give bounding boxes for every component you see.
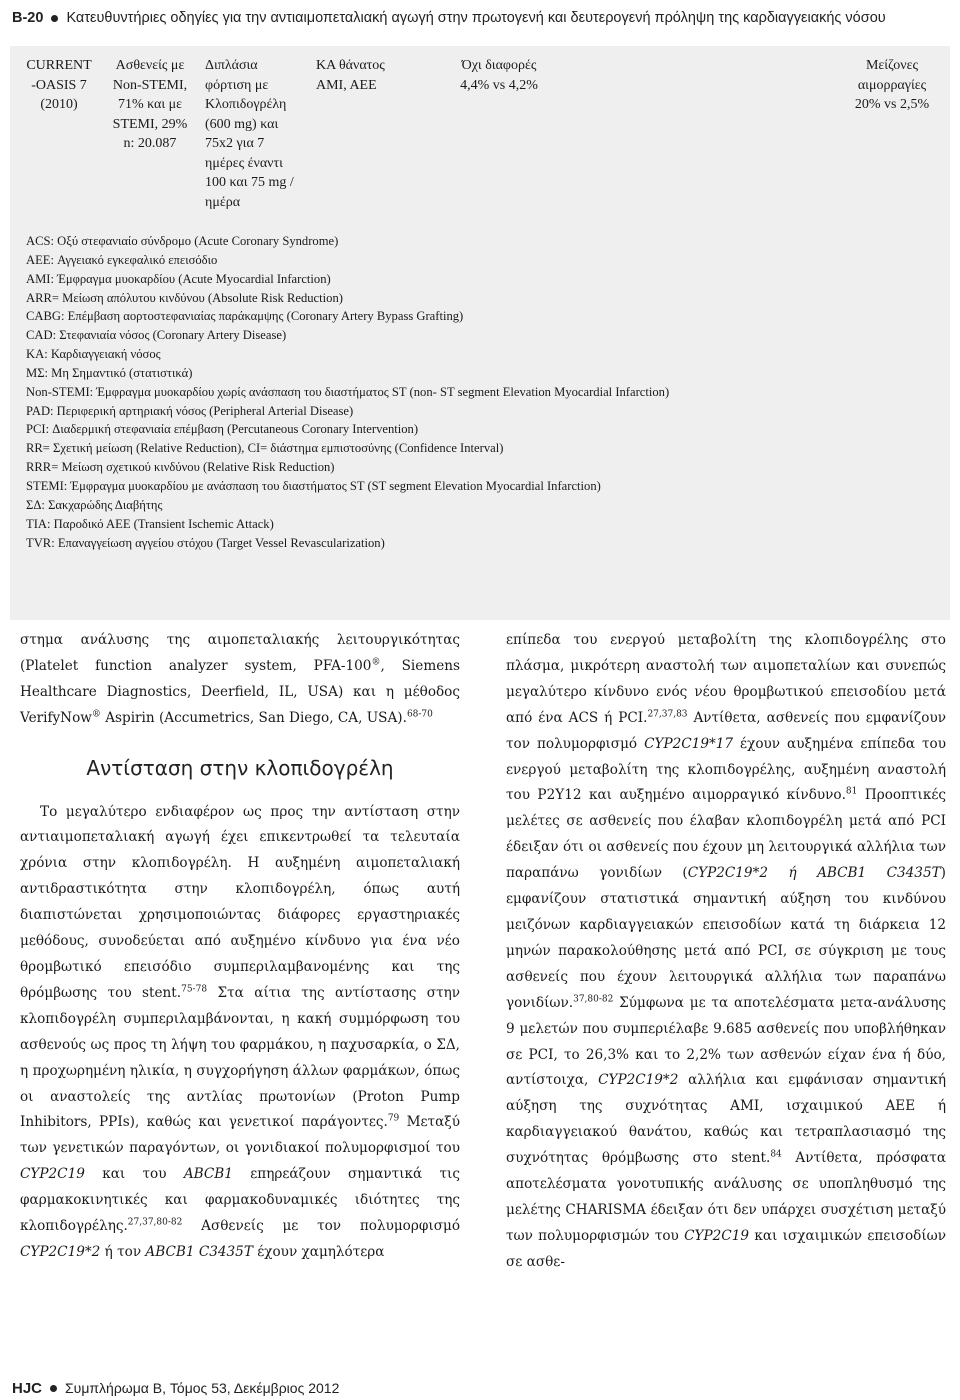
patients-line: Ασθενείς με — [115, 58, 185, 73]
text-run: επίπεδα του ενεργού μεταβολίτη της κλοπιδογρέλης στο πλάσμα, μικρότερη αναστολή των αιμοπεταλίων και συνεπώς μεγαλύτερο κίνδυνο ενός νέου θρομβωτικού επεισοδίου μετά από ένα ACS ή PCI. — [506, 632, 946, 726]
treatment-line: ημέρα — [205, 194, 241, 210]
result-line: 4,4% vs 4,2% — [460, 77, 538, 93]
bullet-dot-icon — [50, 1385, 57, 1392]
journal-name: HJC — [12, 1379, 43, 1397]
abbreviation-item: TIA: Παροδικό ΑΕΕ (Transient Ischemic Attack) — [26, 516, 274, 531]
study-cell — [26, 56, 92, 115]
study-line: CURRENT — [26, 58, 92, 73]
text-run: , Siemens Healthcare Diagnostics, Deerfield, IL, USA) και η μέθοδος VerifyNow — [20, 657, 460, 726]
text-run: Aspirin (Accumetrics, San Diego, CA, USA). — [100, 709, 407, 726]
bleeding-cell — [842, 56, 942, 115]
abbreviation-item: TVR: Επαναγγείωση αγγείου στόχου (Target Vessel Revascularization) — [26, 535, 385, 550]
abbreviation-item: STEMI: Έμφραγμα μυοκαρδίου με ανάσπαση του διαστήματος ST (ST segment Elevation Myocardial Infarction) — [26, 478, 601, 493]
study-line: -OASIS 7 — [31, 77, 87, 93]
treatment-line: φόρτιση με — [205, 77, 269, 93]
paragraph — [506, 628, 946, 1276]
paragraph — [20, 800, 460, 1266]
text-run: αλλήλια και εμφάνισαν σημαντική αύξηση της συχνότητας AMI, ισχαιμικού ΑΕΕ ή καρδιαγγειακού θανάτου, καθώς και τετραπλασιασμό της συχνότητας θρόμβωσης στο stent. — [506, 1072, 946, 1167]
reference-superscript: 68-70 — [406, 709, 433, 720]
abbreviation-item: RR= Σχετική μείωση (Relative Reduction), CI= διάστημα εμπιστοσύνης (Confidence Interval) — [26, 441, 504, 456]
running-title: Κατευθυντήριες οδηγίες για την αντιαιμοπεταλιακή αγωγή στην πρωτογενή και δευτερογενή πρόληψη της καρδιαγγειακής νόσου — [66, 10, 886, 26]
patients-line: Non-STEMI, — [112, 77, 188, 93]
text-run: ή τον — [100, 1243, 146, 1260]
text-run: στημα ανάλυσης της αιμοπεταλιακής λειτουργικότητας (Platelet function analyzer system, PFA-100 — [20, 632, 460, 674]
text-run: και του — [84, 1166, 184, 1183]
gene-name: ABCB1 C3435T — [817, 865, 941, 882]
bleeding-line: Μείζονες — [865, 58, 919, 73]
abbreviation-item: AMI: Έμφραγμα μυοκαρδίου (Acute Myocardial Infarction) — [26, 271, 331, 286]
text-run: Αντίθετα, πρόσφατα αποτελέσματα γονοτυπικής ανάλυσης σε υποπληθυσμό της μελέτης CHARISMA έδειξαν ότι δεν υπάρχει συσχέτιση μεταξύ των πολυμορφισμών του — [506, 1150, 947, 1244]
bleeding-line: αιμορραγίες — [857, 77, 927, 93]
right-column — [506, 628, 946, 1276]
text-run: Σύμφωνα με τα αποτελέσματα μετα-ανάλυσης 9 μελετών που συμπεριέλαβε 9.685 ασθενείς που υποβλήθηκαν σε PCI, το 26,3% και το 2,2% των ασθενών είχαν ένα ή δύο, αντίστοιχα, — [506, 994, 946, 1089]
abbreviation-item: ACS: Οξύ στεφανιαίο σύνδρομο (Acute Coronary Syndrome) — [26, 234, 339, 248]
text-run: Στα αίτια της αντίστασης στην κλοπιδογρέλη συμπεριλαμβάνονται, η κακή συμμόρφωση του ασθενούς ως προς τη λήψη του φαρμάκου, η παχυσαρκία, ο ΣΔ, η προχωρημένη ηλικία, η συγχορήγηση άλλων φαρμάκων, όπως οι αναστολείς της αντλίας πρωτονίων (Proton Pump Inhibitors, PPIs), καθώς και γενετικοί παράγοντες. — [20, 984, 460, 1131]
abbreviation-item: Non-STEMI: Έμφραγμα μυοκαρδίου χωρίς ανάσπαση του διαστήματος ST (non- ST segment Elevation Myocardial Infarction) — [26, 384, 670, 399]
abbreviation-item: ΜΣ: Μη Σημαντικό (στατιστικά) — [26, 365, 193, 380]
abbreviation-item: CABG: Επέμβαση αορτοστεφανιαίας παράκαμψης (Coronary Artery Bypass Grafting) — [26, 309, 464, 324]
section-heading: Αντίσταση στην κλοπιδογρέλη — [86, 755, 394, 780]
abbreviation-item: AEE: Αγγειακό εγκεφαλικό επεισόδιο — [26, 252, 218, 267]
text-run: έχουν αυξημένα επίπεδα του ενεργού μεταβολίτη της κλοπιδογρέλης, αυξημένη αναστολή του P2Y12 και αυξημένο αιμορραγικό κίνδυνο. — [506, 735, 946, 804]
treatment-line: 75x2 για 7 — [205, 136, 265, 151]
endpoint-line: ΚΑ θάνατος — [316, 58, 385, 73]
bullet-dot-icon — [51, 15, 58, 22]
text-run: επηρεάζουν σημαντικά τις φαρμακοκινητικές και φαρμακοδυναμικές ιδιότητες της κλοπιδογρέλης. — [20, 1166, 460, 1235]
reference-superscript: 81 — [845, 786, 858, 797]
text-run: Ασθενείς με τον πολυμορφισμό — [182, 1218, 460, 1235]
page-header — [0, 0, 960, 36]
table-row — [10, 56, 950, 256]
treatment-line: ημέρες έναντι — [205, 155, 283, 171]
reference-superscript: 37,80-82 — [573, 994, 614, 1005]
left-column — [20, 628, 460, 1266]
abbreviation-item: ΚΑ: Καρδιαγγειακή νόσος — [26, 347, 161, 362]
abbreviation-item: PCI: Διαδερμική στεφανιαία επέμβαση (Percutaneous Coronary Intervention) — [26, 422, 419, 437]
endpoint-cell — [316, 56, 416, 95]
reference-superscript: 27,37,80-82 — [127, 1217, 183, 1228]
text-run: Μεταξύ των γενετικών παραγόντων, οι γονιδιακοί πολυμορφισμοί του — [20, 1114, 461, 1157]
abbreviation-list — [26, 232, 946, 552]
gene-name: CYP2C19*2 — [20, 1243, 101, 1260]
patients-line: n: 20.087 — [123, 136, 177, 151]
result-line: Όχι διαφορές — [461, 58, 537, 73]
abbreviation-item: ARR= Μείωση απόλυτου κινδύνου (Absolute Risk Reduction) — [26, 290, 343, 305]
treatment-line: (600 mg) και — [205, 116, 279, 132]
result-cell — [424, 56, 574, 95]
patients-cell — [100, 56, 200, 154]
abbreviation-item: PAD: Περιφερική αρτηριακή νόσος (Peripheral Arterial Disease) — [26, 403, 354, 418]
patients-line: 71% και με — [117, 97, 183, 112]
treatment-line: Κλοπιδογρέλη — [205, 97, 287, 112]
text-run: ή — [768, 865, 818, 882]
gene-name: ABCB1 C3435T — [145, 1243, 253, 1260]
treatment-line: Διπλάσια — [205, 58, 258, 73]
text-run: και ισχαιμικών επεισοδίων σε ασθε- — [506, 1227, 947, 1270]
patients-line: STEMI, 29% — [112, 116, 188, 132]
text-run: έχουν χαμηλότερα — [252, 1243, 385, 1260]
gene-name: CYP2C19 — [20, 1166, 85, 1183]
gene-name: ABCB1 — [183, 1166, 233, 1183]
gene-name: CYP2C19*17 — [644, 735, 734, 752]
gene-name: CYP2C19 — [684, 1227, 749, 1244]
endpoint-line: AMI, AEE — [316, 77, 377, 93]
reference-superscript: 27,37,83 — [647, 709, 688, 720]
text-run: Αντίθετα, ασθενείς που εμφανίζουν τον πολυμορφισμό — [506, 709, 946, 752]
text-run: Προοπτικές μελέτες σε ασθενείς που έλαβαν κλοπιδογρέλη μετά από PCI έδειξαν ότι οι ασθενείς που έχουν μη λειτουργικά αλλήλια των παραπάνω γονιδίων ( — [506, 787, 946, 882]
gene-name: CYP2C19*2 — [687, 865, 769, 882]
page-footer — [12, 1376, 339, 1400]
bleeding-line: 20% vs 2,5% — [854, 97, 930, 112]
reference-superscript: 79 — [387, 1113, 400, 1124]
abbreviation-item: CAD: Στεφανιαία νόσος (Coronary Artery Disease) — [26, 328, 287, 343]
page-number: B-20 — [12, 10, 44, 26]
reference-superscript: 75-78 — [181, 984, 208, 995]
issue-info: Συμπλήρωμα B, Τόμος 53, Δεκέμβριος 2012 — [65, 1380, 340, 1396]
reference-superscript: 84 — [770, 1149, 782, 1160]
abbreviation-item: ΣΔ: Σακχαρώδης Διαβήτης — [26, 497, 163, 512]
abbreviation-item: RRR= Μείωση σχετικού κινδύνου (Relative Risk Reduction) — [26, 460, 335, 475]
paragraph — [20, 628, 460, 732]
treatment-line: 100 και 75 mg / — [205, 175, 294, 190]
text-run: Το μεγαλύτερο ενδιαφέρον ως προς την αντίσταση στην αντιαιμοπεταλιακή αγωγή έχει επικεντρωθεί τα τελευταία χρόνια στην κλοπιδογρέλη. Η αυξημένη αιμοπεταλιακή αντιδραστικότητα στην κλοπιδογρέλη, όπως αυτή διαπιστώνεται χρησιμοποιώντας διάφορες εργαστηριακές μεθόδους, συνοδεύεται από αυξημένο κίνδυνο για ένα νέο θρομβωτικό επεισόδιο συμπεριλαμβανομένης και της θρόμβωσης του stent. — [20, 803, 460, 1001]
treatment-cell — [205, 56, 305, 212]
study-line: (2010) — [40, 97, 78, 112]
registered-mark: ® — [91, 709, 101, 720]
gene-name: CYP2C19*2 — [598, 1072, 679, 1089]
text-run: ) εμφανίζουν στατιστικά σημαντική αύξηση του κινδύνου μειζόνων καρδιαγγειακών επεισοδίων κατά τη διάρκεια 12 μηνών παρακολούθησης μετά από PCI, σε σύγκριση με τους ασθενείς που έχουν λειτουργικά αλλήλια των παραπάνω γονιδίων. — [506, 865, 946, 1011]
table-panel — [10, 46, 950, 620]
registered-mark: ® — [371, 657, 381, 668]
